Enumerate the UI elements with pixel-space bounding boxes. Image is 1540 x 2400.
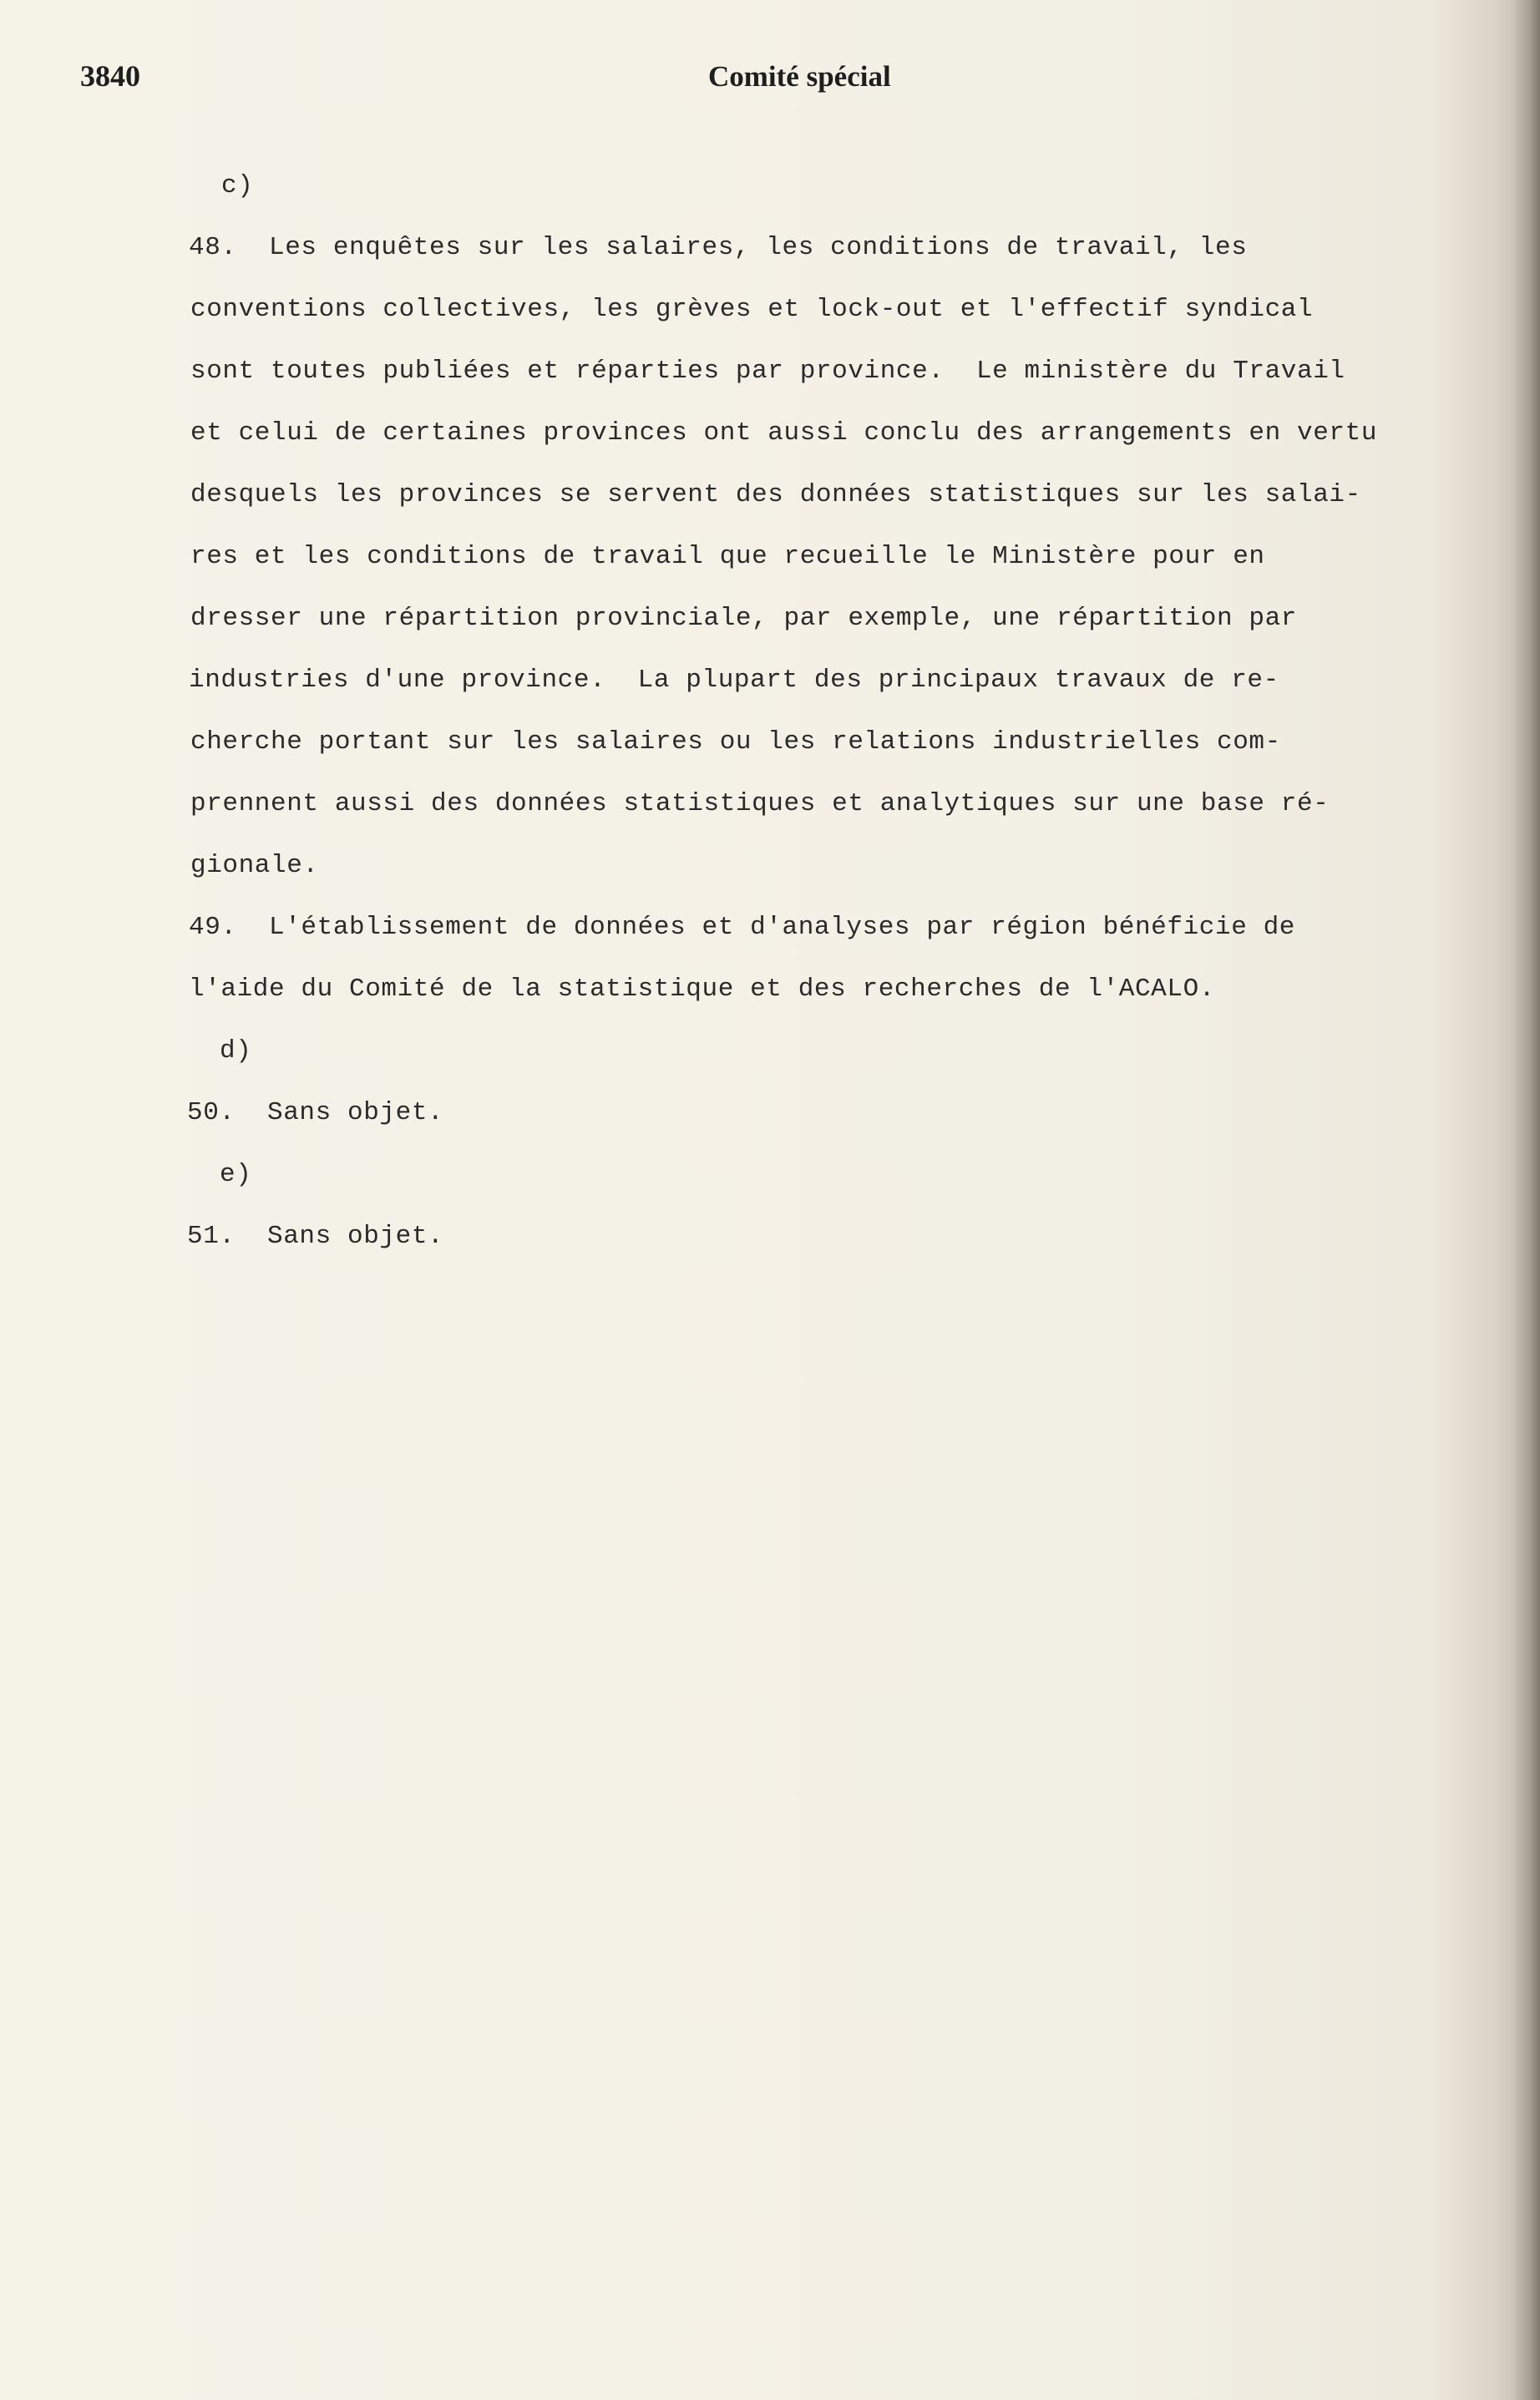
paragraph-48-line-2: conventions collectives, les grèves et lock-out et l'effectif syndical (190, 295, 1314, 324)
paragraph-48-line-1: 48. Les enquêtes sur les salaires, les conditions de travail, les (189, 233, 1248, 262)
page-header (0, 58, 1540, 109)
section-label-d: d) (220, 1036, 252, 1066)
paragraph-48-line-6: res et les conditions de travail que recueille le Ministère pour en (190, 542, 1265, 571)
paragraph-48-line-11: gionale. (190, 851, 319, 880)
paragraph-48-line-9: cherche portant sur les salaires ou les relations industrielles com- (190, 727, 1281, 757)
paragraph-48-line-4: et celui de certaines provinces ont aussi conclu des arrangements en vertu (190, 418, 1378, 448)
paragraph-49-line-1: 49. L'établissement de données et d'analyses par région bénéficie de (189, 913, 1296, 942)
show-through-ghost-1 (1036, 171, 1051, 200)
paragraph-50: 50. Sans objet. (187, 1098, 444, 1127)
page-edge-shadow (1512, 0, 1540, 2400)
paragraph-49-line-2: l'aide du Comité de la statistique et des recherches de l'ACALO. (189, 975, 1215, 1004)
paragraph-48-line-10: prennent aussi des données statistiques et analytiques sur une base ré- (190, 789, 1330, 818)
paragraph-51: 51. Sans objet. (187, 1222, 444, 1251)
paragraph-48-line-8: industries d'une province. La plupart des principaux travaux de re- (189, 666, 1279, 695)
section-label-c: c) (221, 171, 254, 200)
paragraph-48-line-5: desquels les provinces se servent des données statistiques sur les salai- (190, 480, 1361, 509)
page-number: 3840 (80, 59, 140, 93)
running-title: Comité spécial (708, 60, 891, 93)
section-label-e: e) (220, 1160, 252, 1189)
paragraph-48-line-7: dresser une répartition provinciale, par exemple, une répartition par (190, 604, 1298, 633)
paragraph-48-line-3: sont toutes publiées et réparties par province. Le ministère du Travail (190, 357, 1345, 386)
